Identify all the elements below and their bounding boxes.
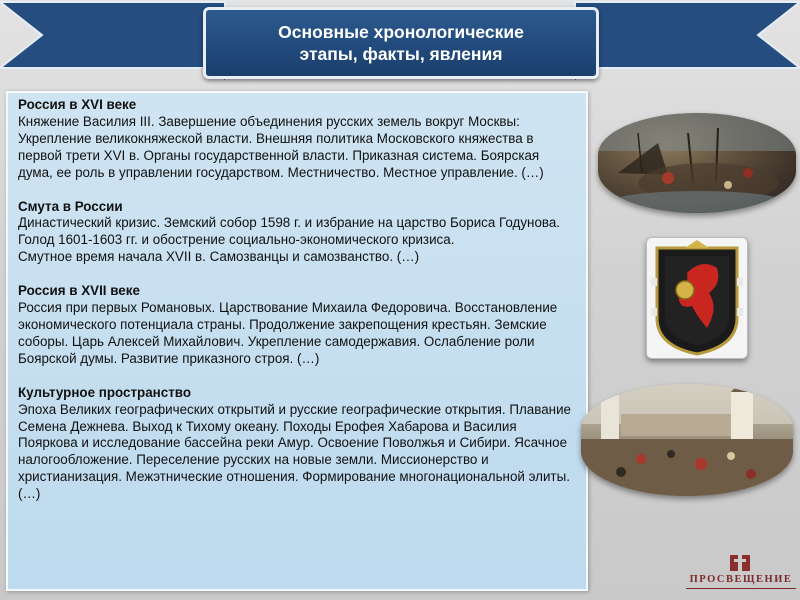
logo-mark-icon: [686, 553, 796, 575]
coat-of-arms-image: [646, 237, 748, 359]
city-painting-drawing: [581, 384, 793, 496]
publisher-logo: [686, 553, 796, 598]
title-line-1: Основные хронологические: [278, 22, 524, 42]
page-title: [203, 7, 599, 79]
section-text: Княжение Василия III. Завершение объединения русских земель вокруг Москвы: Укрепление великокняжеской власти. Внешняя политика Московского княжества в первой трети XVI в. Органы государственной власти. Приказная система. Боярская дума, ее роль в управлении государством. Местничество. Местное управление. (…): [18, 113, 544, 180]
title-line-2: этапы, факты, явления: [299, 44, 503, 64]
battle-painting-image: [598, 113, 796, 213]
section-culture: [18, 385, 576, 503]
coat-of-arms-drawing: [647, 238, 747, 358]
battle-painting-drawing: [598, 113, 796, 213]
section-title: Россия в XVII веке: [18, 283, 140, 299]
section-title: Россия в XVI веке: [18, 97, 137, 112]
section-text: Россия при первых Романовых. Царствование Михаила Федоровича. Восстановление экономического потенциала страны. Продолжение закрепощения крестьян. Земские соборы. Царь Алексей Михайлович. Укрепление самодержавия. Ослабление роли Боярской думы. Развитие приказного строя. (…): [18, 300, 558, 366]
logo-underline: [686, 588, 796, 595]
section-xvi-century: [18, 97, 576, 182]
section-text: Эпоха Великих географических открытий и русские географические открытия. Плавание Семена Дежнева. Выход к Тихому океану. Походы Ерофея Хабарова и Василия Пояркова и исследование бассейна реки Амур. Освоение Поволжья и Сибири. Ясачное налогообложение. Переселение русских на новые земли. Миссионерство и христианизация. Межэтнические отношения. Формирование многонациональной элиты. (…): [18, 401, 571, 502]
section-title: Смута в России: [18, 198, 123, 214]
section-text: Династический кризис. Земский собор 1598 г. и избрание на царство Бориса Годунова. Голод 1601-1603 гг. и обострение социально-экономического кризиса. Смутное время начала XVII в. Самозванцы и самозванство. (…): [18, 215, 561, 265]
section-smuta: [18, 199, 576, 267]
city-painting-image: [581, 384, 793, 496]
logo-name: ПРОСВЕЩЕНИЕ: [689, 574, 793, 585]
section-title: Культурное пространство: [18, 384, 192, 400]
section-xvii-century: [18, 283, 576, 368]
content-panel: [6, 91, 588, 591]
